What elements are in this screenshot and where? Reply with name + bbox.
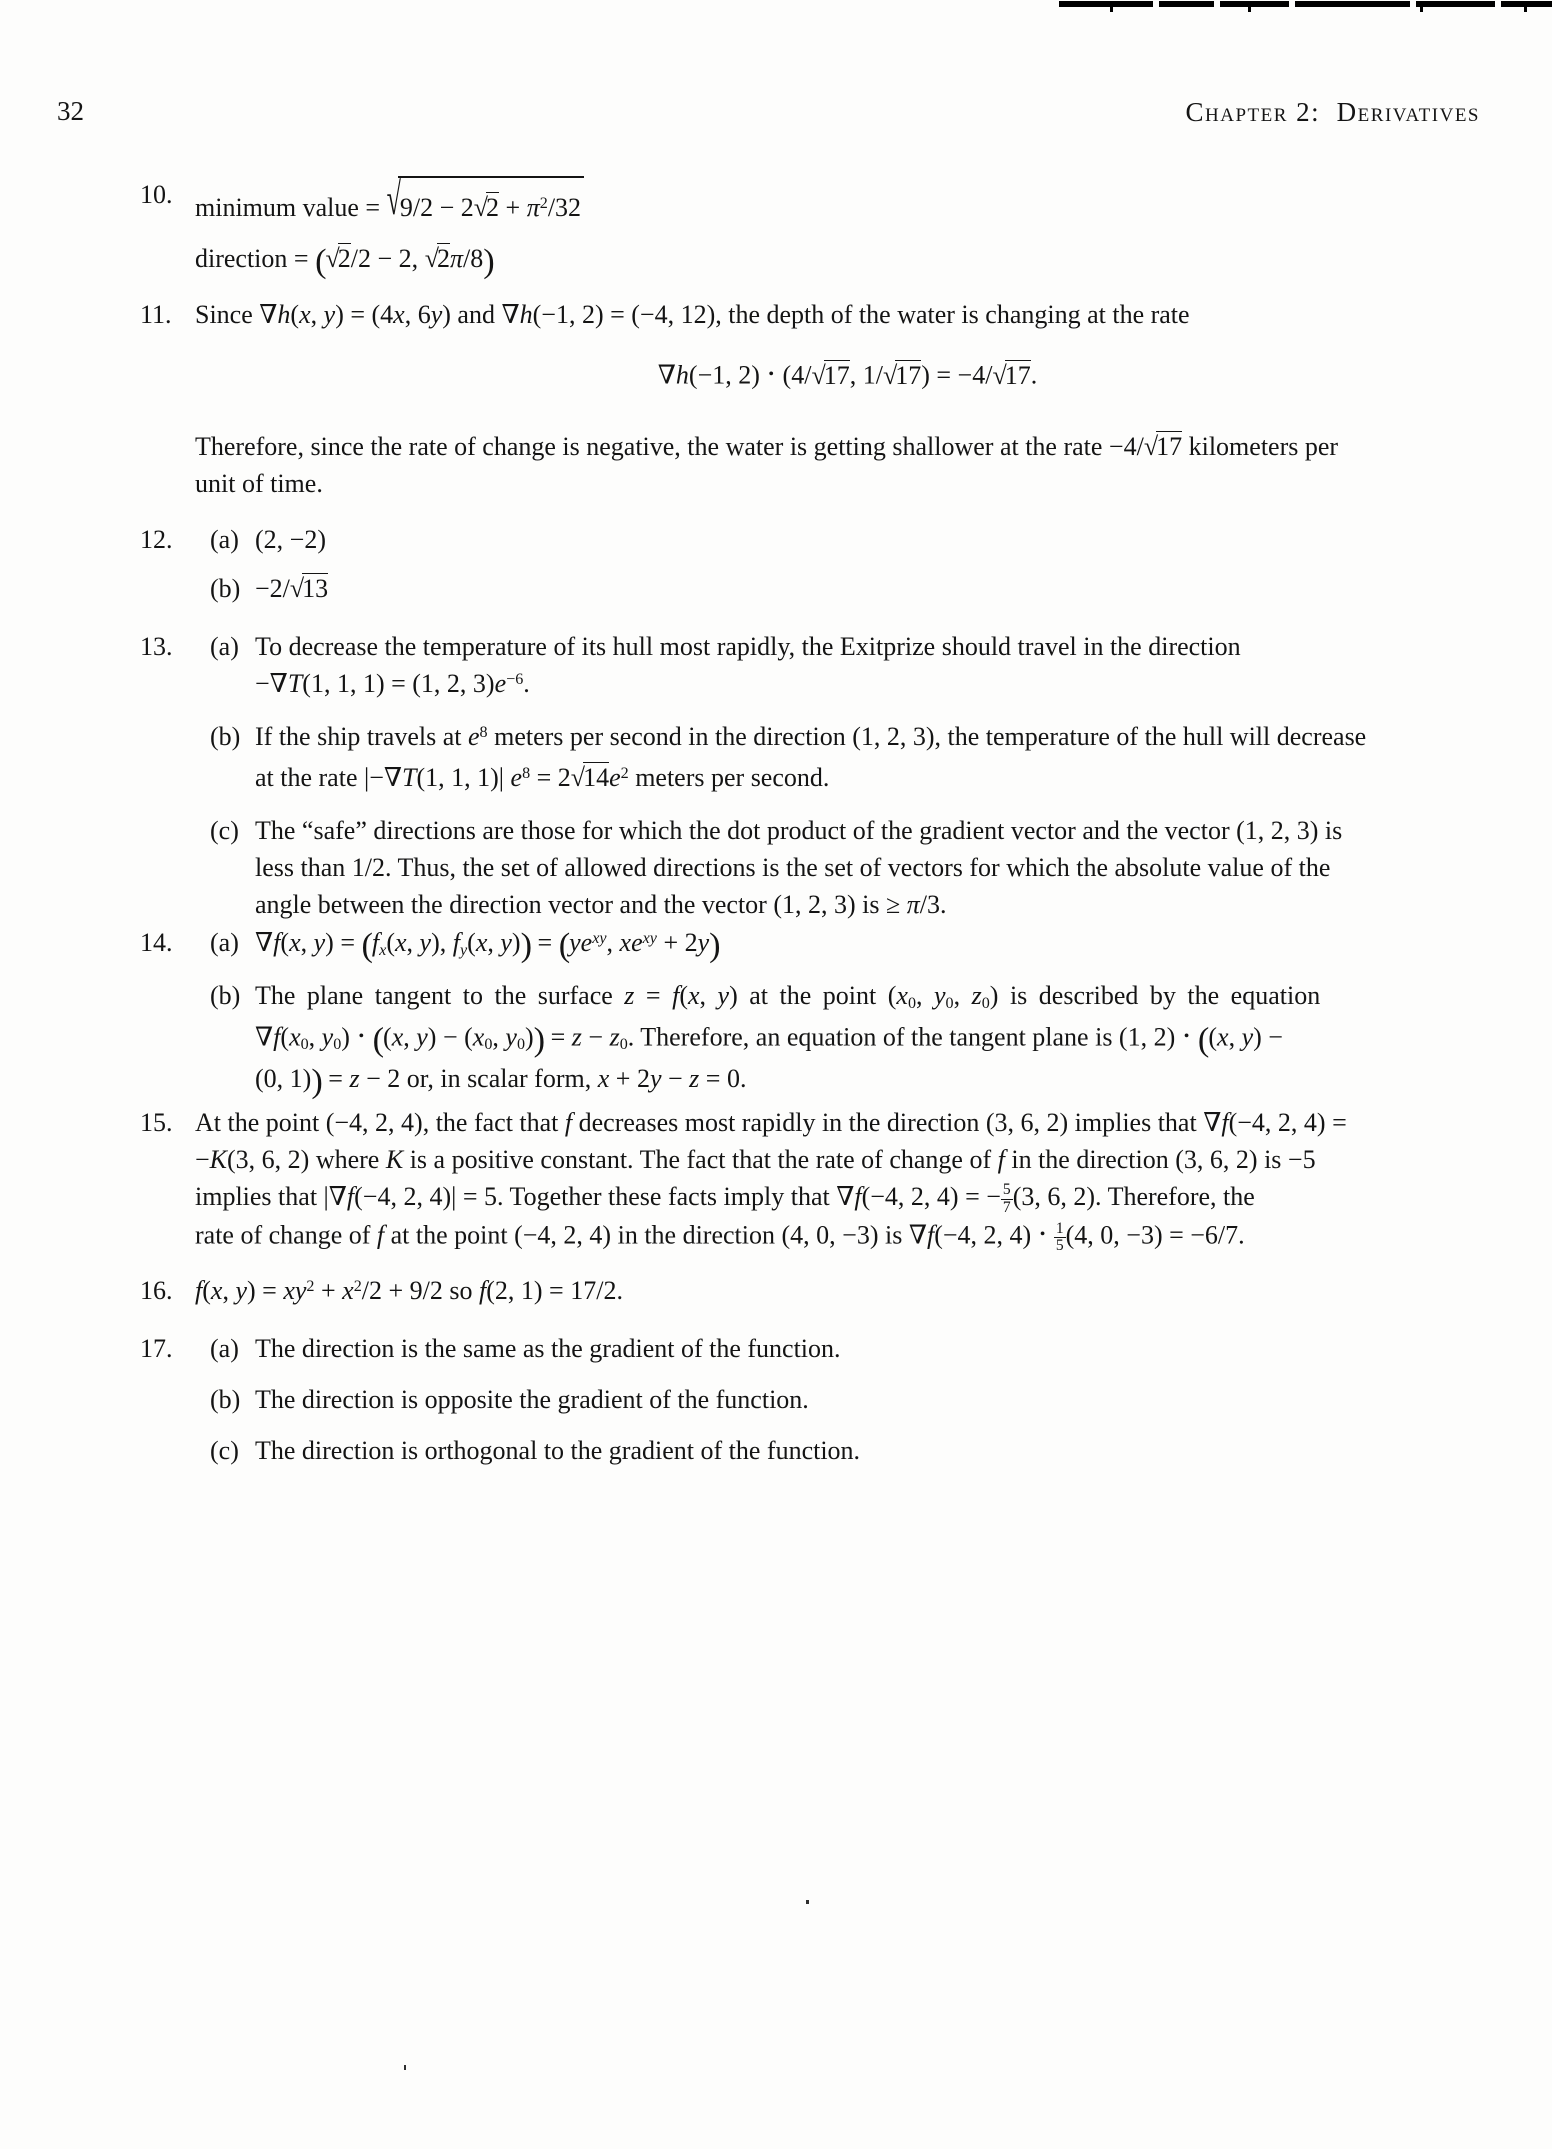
scan-artifact-gap (1153, 1, 1159, 7)
item13-a-line1: To decrease the temperature of its hull most rapidly, the Exitprize should travel in the direction (255, 632, 1241, 661)
scan-speck (806, 1900, 809, 1904)
item11-paragraph (195, 428, 1338, 502)
part-label: (a) (210, 1334, 239, 1363)
solution-item-12 (140, 521, 328, 607)
solution-item-17 (140, 1330, 860, 1469)
page-number: 32 (57, 96, 84, 126)
item-number: 15. (140, 1108, 173, 1137)
item17-c-text: The direction is orthogonal to the gradient of the function. (255, 1436, 861, 1465)
item11-para-line2: unit of time. (195, 469, 323, 498)
solution-item-16 (140, 1272, 623, 1313)
item-number: 16. (140, 1276, 173, 1305)
scan-artifact-gap (1495, 1, 1501, 7)
item10-line1: minimum value = $√9/2 - 2√2 + \pi^2/32$ (195, 176, 584, 226)
item13-b-line2: at the rate |−∇T(1, 1, 1)| $e^8 = 2√14e^2$ meters per second. (255, 763, 830, 792)
item14-b-line2: $\nabla f(x_0$, $y_0$) • ((x, $y) - (x_0$, $y_0)) = z - z_0$. Therefore, an equation of the tangent plane is (1, 2) • ((x, y) − (255, 1020, 1283, 1059)
item13-part-c (195, 812, 1366, 923)
item17-part-a (195, 1330, 860, 1367)
item11-line1: Since ∇h(x, y) = (4x, 6y) and ∇h(−1, 2) = (−4, 12), the depth of the water is changing at the rate (195, 300, 1190, 329)
item17-part-c (195, 1432, 860, 1469)
item14-b-line3: (0, 1)) = z − 2 or, in scalar form, x + 2y − z = 0. (255, 1061, 747, 1100)
scan-artifact-tick (1524, 6, 1527, 12)
part-label: (b) (210, 981, 241, 1010)
item14-part-b (195, 977, 1320, 1098)
item15-line4: rate of change of f at the point (−4, 2, 4) in the direction (4, 0, −3) is ∇f(−4, 2, 4) • $\frac{1}{5}$ (4, 0, −3) = −6/7. (195, 1219, 1245, 1255)
solution-item-13 (140, 628, 1366, 923)
item13-part-a (195, 628, 1366, 706)
item15-line3: implies that |∇f(−4, 2, 4)| = 5. Together these facts imply that ∇f(−4, 2, 4) = − $\frac{5}{7}$ (3, 6, 2). Therefore, the (195, 1180, 1255, 1216)
item17-b-text: The direction is opposite the gradient of the function. (255, 1385, 809, 1414)
part-label: (b) (210, 722, 241, 751)
item15-line1: At the point (−4, 2, 4), the fact that f decreases most rapidly in the direction (3, 6, 2) implies that ∇f(−4, 2, 4) = (195, 1108, 1347, 1137)
item-number: 12. (140, 525, 173, 554)
part-label: (b) (210, 574, 241, 603)
part-label: (b) (210, 1385, 241, 1414)
part-label: (a) (210, 928, 239, 957)
solution-item-11 (140, 296, 1190, 333)
item15-line2: −K(3, 6, 2) where K is a positive constant. The fact that the rate of change of f in the direction (3, 6, 2) is −5 (195, 1145, 1316, 1174)
scan-artifact-gap (1289, 1, 1295, 7)
scan-artifact-tick (1248, 6, 1251, 12)
part-label: (c) (210, 816, 239, 845)
scan-artifact-gap (1214, 1, 1220, 7)
item14-part-a (195, 924, 1320, 965)
item11-equation: ∇h(−1, 2) • (4/√17, 1/√17) = −4/√17. (657, 360, 1038, 390)
item14-a-text: ∇f(x, $y) = (f_x(x$, y), $f_y(x$, $y)) = (ye^{xy}$, $xe^{xy} + 2y$) (255, 926, 720, 965)
item12-a-text: (2, −2) (255, 525, 326, 554)
solution-item-10 (140, 173, 584, 281)
part-label: (c) (210, 1436, 239, 1465)
scan-artifact-tick (1110, 6, 1113, 12)
item13-c-line2: less than 1/2. Thus, the set of allowed directions is the set of vectors for which the absolute value of the (255, 853, 1331, 882)
item17-a-text: The direction is the same as the gradient of the function. (255, 1334, 841, 1363)
item-number: 11. (140, 300, 172, 329)
item13-part-b (195, 718, 1366, 800)
item12-part-b (195, 570, 328, 607)
item17-part-b (195, 1381, 860, 1418)
item12-part-a (195, 521, 328, 558)
item12-b-text: −2/√13 (255, 574, 329, 603)
part-label: (a) (210, 525, 239, 554)
item13-b-line1: If the ship travels at $e^8$ meters per second in the direction (1, 2, 3), the temperature of the hull will decrease (255, 722, 1367, 751)
scan-artifact-tick (1420, 6, 1423, 12)
item-number: 13. (140, 632, 173, 661)
item-number: 10. (140, 180, 173, 209)
item13-c-line3: angle between the direction vector and the vector (1, 2, 3) is ≥ π/3. (255, 890, 947, 919)
item16-line1: f(x, $y) = xy^2 + x^2/2 + 9/2$ so f(2, 1) = 17/2. (195, 1276, 623, 1305)
item13-a-line2: −∇T(1, 1, 1) = (1, 2, $3)e^{-6}$. (255, 669, 530, 698)
item-number: 17. (140, 1334, 173, 1363)
scan-speck (404, 2065, 406, 2070)
solution-item-14 (140, 924, 1320, 1098)
chapter-header: Chapter 2: Derivatives (1185, 97, 1480, 127)
scan-artifact-topbar (1059, 1, 1552, 7)
solution-item-15 (140, 1104, 1347, 1255)
item14-b-line1: The plane tangent to the surface z = f(x, y) at the point ($x_0$, $y_0$, $z_0$) is described by the equation (255, 981, 1321, 1012)
item-number: 14. (140, 928, 173, 957)
part-label: (a) (210, 632, 239, 661)
item10-line2: direction = (√2/2 − 2, √2π/8) (195, 242, 494, 281)
scan-artifact-gap (1410, 1, 1416, 7)
item13-c-line1: The “safe” directions are those for which the dot product of the gradient vector and the vector (1, 2, 3) is (255, 816, 1343, 845)
item11-para-line1: Therefore, since the rate of change is negative, the water is getting shallower at the rate −4/√17 kilometers per (195, 432, 1339, 461)
